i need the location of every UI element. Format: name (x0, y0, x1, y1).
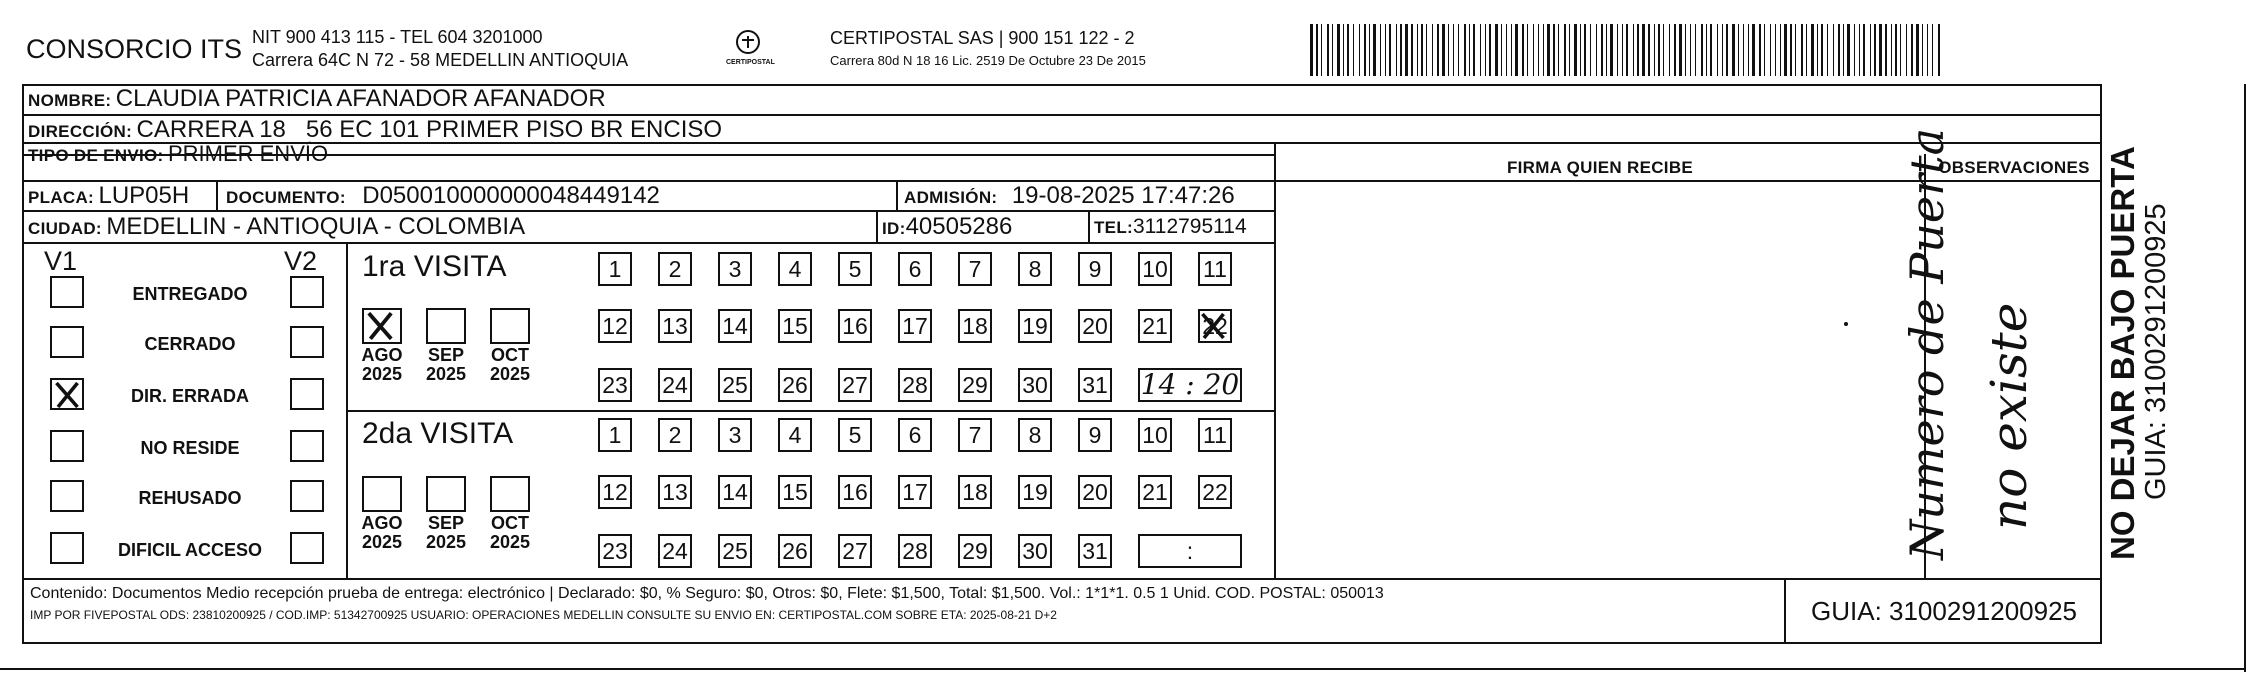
observaciones-handwriting-1: Numero de Puerta (1900, 127, 1954, 560)
barcode-bar (1784, 24, 1787, 76)
day-checkbox-13[interactable]: 13 (658, 309, 692, 343)
row-divider (22, 210, 1274, 212)
day-checkbox-6[interactable]: 6 (898, 418, 932, 452)
day-checkbox-18[interactable]: 18 (958, 309, 992, 343)
barcode-bar (1795, 24, 1796, 76)
day-checkbox-7[interactable]: 7 (958, 252, 992, 286)
barcode-bar (1515, 24, 1518, 76)
day-checkbox-17[interactable]: 17 (898, 475, 932, 509)
barcode-bar (1316, 24, 1318, 76)
barcode-bar (1480, 24, 1481, 76)
month-checkbox-sep[interactable] (426, 308, 466, 344)
barcode-bar (1770, 24, 1771, 76)
barcode-bar (1938, 24, 1940, 76)
v2-checkbox[interactable] (290, 276, 324, 308)
v1-checkbox[interactable] (50, 276, 84, 308)
barcode (1310, 24, 1946, 80)
barcode-bar (1417, 24, 1418, 76)
id-row (882, 213, 1012, 241)
barcode-bar (1811, 24, 1814, 76)
barcode-bar (1927, 24, 1928, 76)
day-checkbox-25[interactable]: 25 (718, 534, 752, 568)
barcode-bar (1775, 24, 1776, 76)
barcode-bar (1658, 24, 1660, 76)
day-checkbox-21[interactable]: 21 (1138, 475, 1172, 509)
barcode-bar (1489, 24, 1491, 76)
barcode-bar (1706, 24, 1707, 76)
day-checkbox-20[interactable]: 20 (1078, 475, 1112, 509)
barcode-bar (1606, 24, 1607, 76)
tipo-label: TIPO DE ENVIO: (28, 146, 164, 165)
month-caption: AGO 2025 (361, 345, 403, 384)
day-checkbox-24[interactable]: 24 (658, 534, 692, 568)
day-checkbox-8[interactable]: 8 (1018, 252, 1052, 286)
barcode-bar (1442, 24, 1445, 76)
day-checkbox-24[interactable]: 24 (658, 368, 692, 402)
day-checkbox-10[interactable]: 10 (1138, 252, 1172, 286)
barcode-bar (1843, 24, 1844, 76)
day-checkbox-18[interactable]: 18 (958, 475, 992, 509)
barcode-bar (1685, 24, 1686, 76)
barcode-bar (1369, 24, 1370, 76)
barcode-bar (1343, 24, 1344, 76)
day-checkbox-27[interactable]: 27 (838, 534, 872, 568)
ciudad-label: CIUDAD: (28, 219, 102, 238)
direccion-value: CARRERA 18 56 EC 101 PRIMER PISO BR ENCISO (136, 116, 723, 143)
barcode-bar (1426, 24, 1427, 76)
barcode-bar (1538, 24, 1539, 76)
barcode-bar (1906, 24, 1907, 76)
barcode-bar (1574, 24, 1577, 76)
ciudad-value: MEDELLIN - ANTIOQUIA - COLOMBIA (106, 213, 526, 240)
day-checkbox-22[interactable]: 22 (1198, 309, 1232, 343)
visit1-time-box[interactable] (1138, 368, 1242, 402)
barcode-bar (1870, 24, 1871, 76)
barcode-bar (1396, 24, 1397, 76)
day-checkbox-14[interactable]: 14 (718, 309, 752, 343)
day-checkbox-31[interactable]: 31 (1078, 368, 1112, 402)
day-checkbox-12[interactable]: 12 (598, 309, 632, 343)
status-label: ENTREGADO (132, 284, 248, 304)
month-caption: SEP 2025 (425, 513, 467, 552)
status-label: NO RESIDE (140, 438, 240, 458)
barcode-bar (1679, 24, 1682, 76)
barcode-bar (1701, 24, 1703, 76)
barcode-bar (1580, 24, 1581, 76)
day-checkbox-30[interactable]: 30 (1018, 534, 1052, 568)
barcode-bar (1564, 24, 1566, 76)
signature-dot (1844, 322, 1848, 326)
day-checkbox-15[interactable]: 15 (778, 475, 812, 509)
barcode-bar (1911, 24, 1913, 76)
day-checkbox-28[interactable]: 28 (898, 368, 932, 402)
barcode-bar (1885, 24, 1887, 76)
day-checkbox-11[interactable]: 11 (1198, 252, 1232, 286)
barcode-bar (1432, 24, 1433, 76)
day-checkbox-5[interactable]: 5 (838, 252, 872, 286)
documento-row (226, 182, 660, 210)
barcode-bar (1879, 24, 1882, 76)
id-value: 40505286 (905, 213, 1013, 240)
observaciones-label: OBSERVACIONES (1938, 158, 2090, 177)
day-checkbox-22[interactable]: 22 (1198, 475, 1232, 509)
barcode-bar (1485, 24, 1486, 76)
barcode-bar (1458, 24, 1459, 76)
barcode-bar (1833, 24, 1834, 76)
day-checkbox-28[interactable]: 28 (898, 534, 932, 568)
ciudad-row (28, 213, 525, 241)
barcode-bar (1448, 24, 1449, 76)
footer-print-line: IMP POR FIVEPOSTAL ODS: 23810200925 / COD.IMP: 51342700925 USUARIO: OPERACIONES MEDELLIN CONSULTE SU ENVIO EN: CERTIPOSTAL.COM SOBRE ETA: 2025-08-21 D+2 (30, 608, 1057, 622)
day-checkbox-4[interactable]: 4 (778, 418, 812, 452)
tel-row (1094, 215, 1247, 239)
day-checkbox-13[interactable]: 13 (658, 475, 692, 509)
day-checkbox-31[interactable]: 31 (1078, 534, 1112, 568)
barcode-bar (1900, 24, 1901, 76)
v2-checkbox[interactable] (290, 430, 324, 462)
barcode-bar (1891, 24, 1892, 76)
nombre-label: NOMBRE: (28, 91, 112, 110)
barcode-bar (1473, 24, 1475, 76)
col-divider (1088, 210, 1090, 242)
visit1-time: 14 : 20 (1140, 368, 1240, 401)
day-checkbox-8[interactable]: 8 (1018, 418, 1052, 452)
barcode-bar (1642, 24, 1645, 76)
barcode-bar (1722, 24, 1723, 76)
barcode-bar (1558, 24, 1559, 76)
col-divider (896, 180, 898, 210)
day-checkbox-10[interactable]: 10 (1138, 418, 1172, 452)
barcode-bar (1801, 24, 1803, 76)
barcode-bar (1806, 24, 1807, 76)
side-guia: GUIA: 3100291200925 (2140, 203, 2172, 500)
barcode-bar (1626, 24, 1628, 76)
barcode-bar (1748, 24, 1749, 76)
footer-guia: GUIA: 3100291200925 (1811, 596, 2077, 626)
month-caption: AGO 2025 (361, 513, 403, 552)
day-checkbox-4[interactable]: 4 (778, 252, 812, 286)
barcode-bar (1674, 24, 1676, 76)
barcode-bar (1569, 24, 1570, 76)
visit2-title: 2da VISITA (362, 417, 514, 450)
day-checkbox-1[interactable]: 1 (598, 418, 632, 452)
barcode-bar (1405, 24, 1408, 76)
barcode-bar (1590, 24, 1591, 76)
v2-checkbox[interactable] (290, 532, 324, 564)
tel-value: 3112795114 (1132, 215, 1247, 238)
barcode-bar (1380, 24, 1381, 76)
status-label: DIFICIL ACCESO (117, 540, 262, 560)
no-dejar-bajo-puerta: NO DEJAR BAJO PUERTA (2104, 146, 2141, 560)
barcode-bar (1553, 24, 1555, 76)
day-checkbox-29[interactable]: 29 (958, 368, 992, 402)
v2-checkbox[interactable] (290, 378, 324, 410)
barcode-bar (1863, 24, 1865, 76)
barcode-bar (1738, 24, 1739, 76)
direccion-label: DIRECCIÓN: (28, 122, 133, 141)
direccion-row (28, 116, 722, 144)
v2-label: V2 (284, 246, 318, 276)
day-checkbox-16[interactable]: 16 (838, 475, 872, 509)
barcode-bar (1506, 24, 1507, 76)
day-checkbox-29[interactable]: 29 (958, 534, 992, 568)
barcode-bar (1916, 24, 1919, 76)
barcode-bar (1584, 24, 1586, 76)
visit2-time-box[interactable] (1138, 534, 1242, 568)
day-checkbox-26[interactable]: 26 (778, 368, 812, 402)
barcode-bar (1373, 24, 1376, 76)
nombre-value: CLAUDIA PATRICIA AFANADOR AFANADOR (115, 85, 606, 112)
check-x-icon (364, 310, 396, 342)
barcode-bar (1411, 24, 1413, 76)
barcode-bar (1648, 24, 1650, 76)
row-divider (22, 242, 1274, 244)
barcode-bar (1601, 24, 1603, 76)
day-checkbox-17[interactable]: 17 (898, 309, 932, 343)
barcode-bar (1389, 24, 1391, 76)
v1-checkbox[interactable] (50, 532, 84, 564)
row-divider (1274, 180, 2102, 182)
barcode-bar (1610, 24, 1613, 76)
barcode-bar (1895, 24, 1897, 76)
day-checkbox-25[interactable]: 25 (718, 368, 752, 402)
day-checkbox-3[interactable]: 3 (718, 418, 752, 452)
barcode-bar (1547, 24, 1550, 76)
barcode-bar (1527, 24, 1528, 76)
day-checkbox-16[interactable]: 16 (838, 309, 872, 343)
month-checkbox-ago[interactable] (362, 308, 402, 344)
day-checkbox-26[interactable]: 26 (778, 534, 812, 568)
barcode-bar (1347, 24, 1349, 76)
barcode-bar (1637, 24, 1639, 76)
placa-label: PLACA: (28, 188, 95, 207)
logo-text: CERTIPOSTAL (726, 59, 775, 66)
bottom-edge-line (0, 668, 2246, 670)
barcode-bar (1453, 24, 1454, 76)
firma-label: FIRMA QUIEN RECIBE (1506, 158, 1694, 177)
courier-license: Carrera 80d N 18 16 Lic. 2519 De Octubre 23 De 2015 (830, 53, 1146, 68)
status-label: REHUSADO (138, 488, 242, 508)
barcode-bar (1759, 24, 1761, 76)
month-checkbox-sep[interactable] (426, 476, 466, 512)
day-checkbox-12[interactable]: 12 (598, 475, 632, 509)
col-divider (1274, 142, 1276, 578)
placa-value: LUP05H (98, 182, 190, 209)
month-caption: OCT 2025 (489, 345, 531, 384)
placa-row (28, 182, 189, 210)
month-caption: OCT 2025 (489, 513, 531, 552)
barcode-bar (1817, 24, 1818, 76)
barcode-bar (1327, 24, 1329, 76)
status-label: DIR. ERRADA (130, 386, 249, 406)
admision-value: 19-08-2025 17:47:26 (1011, 182, 1235, 209)
day-checkbox-23[interactable]: 23 (598, 534, 632, 568)
barcode-bar (1596, 24, 1597, 76)
day-checkbox-23[interactable]: 23 (598, 368, 632, 402)
barcode-bar (1838, 24, 1840, 76)
barcode-bar (1501, 24, 1502, 76)
barcode-bar (1827, 24, 1828, 76)
col-divider (876, 210, 878, 242)
barcode-bar (1743, 24, 1744, 76)
certipostal-logo (726, 28, 775, 70)
day-checkbox-11[interactable]: 11 (1198, 418, 1232, 452)
barcode-bar (1543, 24, 1544, 76)
barcode-bar (1437, 24, 1439, 76)
barcode-bar (1359, 24, 1360, 76)
barcode-bar (1622, 24, 1623, 76)
barcode-bar (1764, 24, 1765, 76)
admision-row (904, 182, 1235, 210)
barcode-bar (1469, 24, 1470, 76)
barcode-bar (1353, 24, 1354, 76)
barcode-bar (1617, 24, 1618, 76)
id-label: ID: (882, 219, 906, 238)
barcode-bar (1874, 24, 1876, 76)
barcode-bar (1847, 24, 1850, 76)
month-caption: SEP 2025 (425, 345, 467, 384)
row-divider (22, 578, 2102, 580)
day-checkbox-5[interactable]: 5 (838, 418, 872, 452)
tipo-row (28, 141, 329, 167)
barcode-bar (1726, 24, 1728, 76)
v1-checkbox[interactable] (50, 480, 84, 512)
v1-label: V1 (44, 246, 78, 276)
barcode-bar (1495, 24, 1498, 76)
barcode-bar (1364, 24, 1366, 76)
visit2-time: : (1186, 538, 1194, 564)
day-checkbox-27[interactable]: 27 (838, 368, 872, 402)
day-checkbox-21[interactable]: 21 (1138, 309, 1172, 343)
barcode-bar (1932, 24, 1933, 76)
barcode-bar (1695, 24, 1696, 76)
col-divider (216, 180, 218, 210)
barcode-bar (1421, 24, 1423, 76)
v1-checkbox[interactable] (50, 378, 84, 410)
check-x-icon (52, 380, 82, 410)
day-checkbox-9[interactable]: 9 (1078, 252, 1112, 286)
day-checkbox-2[interactable]: 2 (658, 252, 692, 286)
day-checkbox-30[interactable]: 30 (1018, 368, 1052, 402)
barcode-bar (1511, 24, 1512, 76)
barcode-bar (1332, 24, 1333, 76)
day-checkbox-1[interactable]: 1 (598, 252, 632, 286)
barcode-bar (1400, 24, 1402, 76)
day-checkbox-7[interactable]: 7 (958, 418, 992, 452)
barcode-bar (1854, 24, 1855, 76)
barcode-bar (1859, 24, 1860, 76)
day-checkbox-20[interactable]: 20 (1078, 309, 1112, 343)
barcode-bar (1321, 24, 1322, 76)
tipo-value: PRIMER ENVÍO (167, 141, 329, 166)
day-checkbox-15[interactable]: 15 (778, 309, 812, 343)
barcode-bar (1654, 24, 1655, 76)
documento-value: D050010000000048449142 (362, 182, 660, 209)
barcode-bar (1752, 24, 1755, 76)
row-divider (346, 410, 1274, 412)
v2-checkbox[interactable] (290, 480, 324, 512)
barcode-bar (1522, 24, 1524, 76)
barcode-bar (1385, 24, 1386, 76)
company-name: CONSORCIO ITS (26, 34, 243, 64)
nit-line: NIT 900 413 115 - TEL 604 3201000 (252, 27, 543, 47)
company-address: Carrera 64C N 72 - 58 MEDELLIN ANTIOQUIA (252, 50, 629, 70)
nombre-row (28, 85, 606, 113)
day-checkbox-3[interactable]: 3 (718, 252, 752, 286)
v2-checkbox[interactable] (290, 326, 324, 358)
right-edge-line (2244, 84, 2246, 672)
day-checkbox-9[interactable]: 9 (1078, 418, 1112, 452)
status-label: CERRADO (144, 334, 236, 354)
barcode-bar (1464, 24, 1466, 76)
barcode-bar (1717, 24, 1718, 76)
barcode-bar (1633, 24, 1634, 76)
barcode-bar (1780, 24, 1781, 76)
day-checkbox-19[interactable]: 19 (1018, 309, 1052, 343)
certipostal-logo-icon (732, 28, 764, 58)
admision-label: ADMISIÓN: (904, 188, 998, 207)
footer-content-line: Contenido: Documentos Medio recepción prueba de entrega: electrónico | Declarado: $0, % Seguro: $0, Otros: $0, Flete: $1,500, Total: $1,500. Vol.: 1*1*1. 0.5 1 Unid. COD. POSTAL: 050013 (30, 585, 1384, 602)
check-x-icon (1198, 311, 1228, 341)
courier-line: CERTIPOSTAL SAS | 900 151 122 - 2 (830, 28, 1135, 48)
day-checkbox-2[interactable]: 2 (658, 418, 692, 452)
barcode-bar (1663, 24, 1664, 76)
barcode-bar (1922, 24, 1923, 76)
barcode-bar (1337, 24, 1340, 76)
v1-checkbox[interactable] (50, 326, 84, 358)
documento-label: DOCUMENTO: (226, 188, 346, 207)
month-checkbox-ago[interactable] (362, 476, 402, 512)
visit1-title: 1ra VISITA (362, 250, 507, 283)
barcode-bar (1790, 24, 1792, 76)
barcode-bar (1533, 24, 1534, 76)
observaciones-handwriting-2: no existe (1980, 302, 2038, 530)
barcode-bar (1821, 24, 1823, 76)
barcode-bar (1690, 24, 1691, 76)
month-checkbox-oct[interactable] (490, 476, 530, 512)
tel-label: TEL: (1094, 218, 1133, 237)
v1-checkbox[interactable] (50, 430, 84, 462)
month-checkbox-oct[interactable] (490, 308, 530, 344)
barcode-bar (1732, 24, 1735, 76)
day-checkbox-14[interactable]: 14 (718, 475, 752, 509)
barcode-bar (1310, 24, 1313, 76)
day-checkbox-19[interactable]: 19 (1018, 475, 1052, 509)
barcode-bar (1669, 24, 1670, 76)
barcode-bar (1710, 24, 1712, 76)
day-checkbox-6[interactable]: 6 (898, 252, 932, 286)
